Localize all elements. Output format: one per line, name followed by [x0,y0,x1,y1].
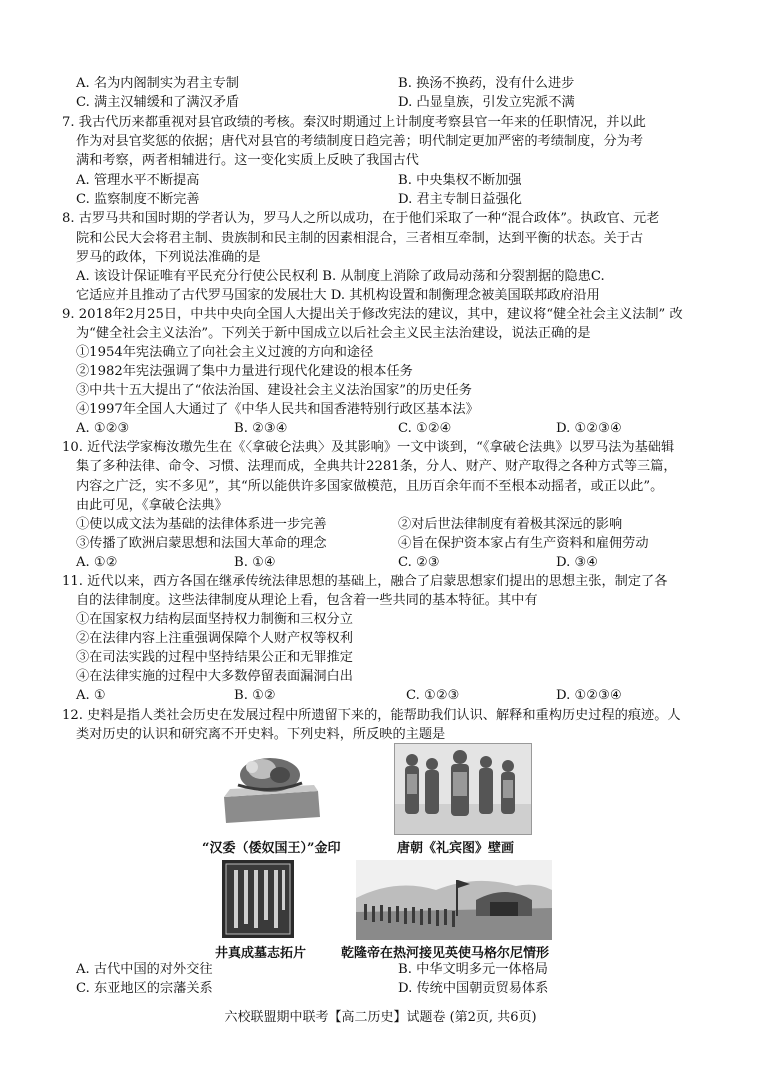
q10-statement: ③传播了欧洲启蒙思想和法国大革命的理念 [76,536,327,551]
q9-option-b: B. ②③④ [234,421,288,436]
seal-caption: “汉委（倭奴国王）”金印 [202,841,341,856]
q9-option-c: C. ①②④ [398,421,452,436]
q10-option-d: D. ③④ [556,555,599,570]
q11-option-c: C. ①②③ [406,688,460,703]
q12-stem-line: 类对历史的认识和研究离不开史料。下列史料，所反映的主题是 [76,727,446,742]
q8-stem-line: 罗马的政体，下列说法准确的是 [76,250,261,265]
q12-stem-line: 12. 史料是指人类社会历史在发展过程中所遗留下来的，能帮助我们认识、解释和重构历史过程的痕迹。人 [62,708,681,723]
q10-stem-line: 由此可见，《拿破仑法典》 [76,498,228,513]
q11-stem-line: 自的法律制度。这些法律制度从理论上看，包含着一些共同的基本特征。其中有 [76,593,538,608]
q9-option-d: D. ①②③④ [556,421,622,436]
q6-option-b: B. 换汤不换药，没有什么进步 [398,76,575,91]
q7-stem-line: 7. 我古代历来都重视对县官政绩的考核。秦汉时期通过上计制度考察县官一年来的任职情况，并以此 [62,115,646,130]
q10-stem-line: 集了多种法律、命令、习惯、法理而成，全典共计2281条，分人、财产、财产取得之各种方式等三篇， [76,459,677,474]
q12-option-a: A. 古代中国的对外交往 [76,962,213,977]
q11-option-b: B. ①② [234,688,276,703]
q8-options-line: 它适应并且推动了古代罗马国家的发展壮大 D. 其机构设置和制衡理念被美国联邦政府沿用 [76,288,600,303]
q10-option-a: A. ①② [76,555,118,570]
q10-stem-line: 10. 近代法学家梅汝璈先生在《〈拿破仑法典〉及其影响》一文中谈到，“《拿破仑法典》以罗马法为基础辑 [62,440,675,455]
q7-option-b: B. 中央集权不断加强 [398,173,522,188]
mural-caption: 唐朝《礼宾图》壁画 [397,841,515,856]
q7-option-c: C. 监察制度不断完善 [76,192,200,207]
tang-mural-image [394,743,532,835]
q8-stem-line: 8. 古罗马共和国时期的学者认为，罗马人之所以成功，在于他们采取了一种“混合政体”。执政官、元老 [62,211,660,226]
q9-statement: ①1954年宪法确立了向社会主义过渡的方向和途径 [76,345,374,360]
q9-stem-line: 为“健全社会主义法治”。下列关于新中国成立以后社会主义民主法治建设，说法正确的是 [76,326,591,341]
q12-option-b: B. 中华文明多元一体格局 [398,962,548,977]
q9-statement: ③中共十五大提出了“依法治国、建设社会主义法治国家”的历史任务 [76,383,472,398]
qianlong-caption: 乾隆帝在热河接见英使马格尔尼情形 [341,946,550,961]
q10-option-c: C. ②③ [398,555,440,570]
q6-option-c: C. 满主汉辅缓和了满汉矛盾 [76,95,240,110]
q8-options-line: A. 该设计保证唯有平民充分行使公民权利 B. 从制度上消除了政局动荡和分裂割据的隐患C. [76,269,605,284]
q7-stem-line: 满和考察，两者相辅进行。这一变化实质上反映了我国古代 [76,153,419,168]
q10-statement: ②对后世法律制度有着极其深远的影响 [398,517,623,532]
q9-statement: ④1997年全国人大通过了《中华人民共和国香港特别行政区基本法》 [76,402,479,417]
q9-option-a: A. ①②③ [76,421,130,436]
q6-option-d: D. 凸显皇族，引发立宪派不满 [398,95,575,110]
q12-option-d: D. 传统中国朝贡贸易体系 [398,981,549,996]
q7-option-a: A. 管理水平不断提高 [76,173,200,188]
qianlong-audience-image [356,860,552,940]
page-footer: 六校联盟期中联考【高二历史】试题卷 (第2页, 共6页) [224,1010,537,1025]
q10-stem-line: 内容之广泛，实不多见”，其“所以能供许多国家做模范，且历百余年而不至根本动摇者，或正以此”。 [76,479,664,494]
q11-stem-line: 11. 近代以来，西方各国在继承传统法律思想的基础上，融合了启蒙思想家们提出的思想主张，制定了各 [62,574,668,589]
gold-seal-image [210,745,330,827]
q9-stem-line: 9. 2018年2月25日，中共中央向全国人大提出关于修改宪法的建议，其中，建议将“健全社会主义法制” 改 [62,307,683,322]
q9-statement: ②1982年宪法强调了集中力量进行现代化建设的根本任务 [76,364,413,379]
q11-statement: ④在法律实施的过程中大多数停留表面漏洞白出 [76,669,353,684]
q10-option-b: B. ①④ [234,555,276,570]
q10-statement: ④旨在保护资本家占有生产资料和雇佣劳动 [398,536,649,551]
q11-statement: ②在法律内容上注重强调保障个人财产权等权利 [76,631,353,646]
q6-option-a: A. 名为内阁制实为君主专制 [76,76,239,91]
q11-statement: ③在司法实践的过程中坚持结果公正和无罪推定 [76,650,353,665]
q7-stem-line: 作为对县官奖惩的依据；唐代对县官的考绩制度日趋完善；明代制定更加严密的考绩制度，分为考 [76,134,644,149]
q12-option-c: C. 东亚地区的宗藩关系 [76,981,213,996]
q11-statement: ①在国家权力结构层面坚持权力制衡和三权分立 [76,612,353,627]
q10-statement: ①使以成文法为基础的法律体系进一步完善 [76,517,327,532]
q8-stem-line: 院和公民大会将君主制、贵族制和民主制的因素相混合，三者相互牵制，达到平衡的状态。关于古 [76,231,644,246]
q11-option-a: A. ① [76,688,106,703]
q11-option-d: D. ①②③④ [556,688,622,703]
q7-option-d: D. 君主专制日益强化 [398,192,522,207]
epitaph-rubbing-image [222,860,294,938]
rubbing-caption: 井真成墓志拓片 [215,946,307,961]
